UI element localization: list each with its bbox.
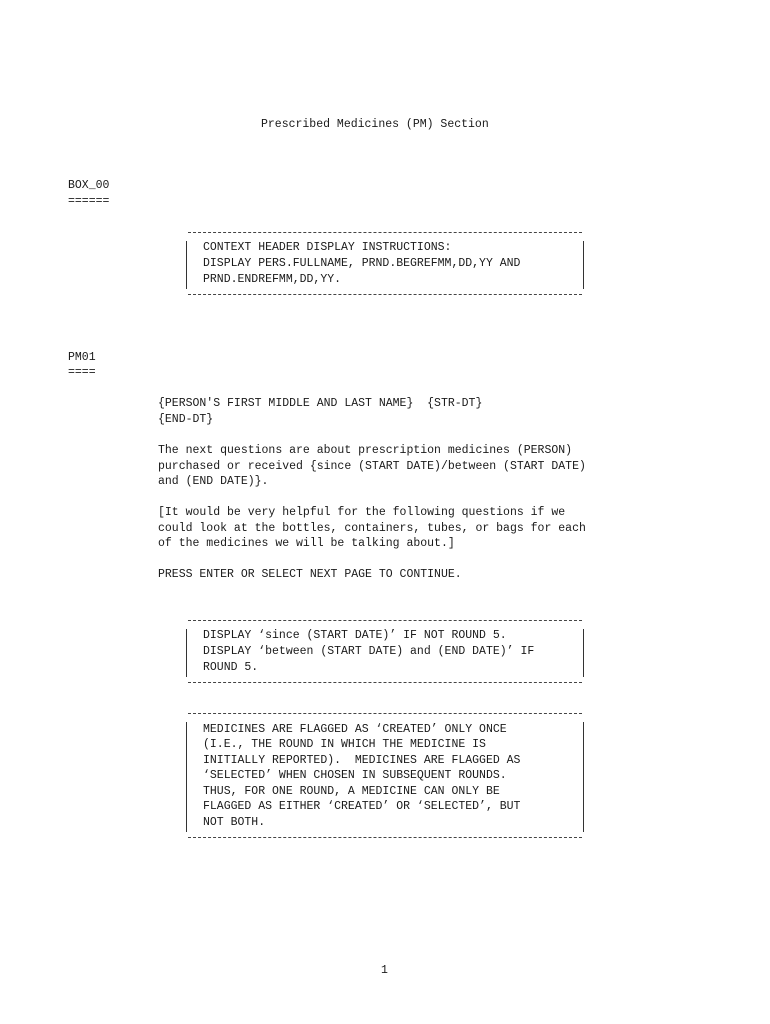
flag-note-line: NOT BOTH.	[203, 816, 266, 829]
pm01-label: PM01	[68, 351, 96, 364]
instruction-line: CONTEXT HEADER DISPLAY INSTRUCTIONS:	[203, 241, 452, 254]
instruction-line: DISPLAY PERS.FULLNAME, PRND.BEGREFMM,DD,YY AND	[203, 257, 521, 270]
flag-note-line: INITIALLY REPORTED). MEDICINES ARE FLAGGED AS	[203, 754, 521, 767]
box-left-border	[186, 629, 187, 677]
display-instructions-box	[182, 617, 586, 689]
box-right-border	[583, 722, 584, 832]
flag-note-line: (I.E., THE ROUND IN WHICH THE MEDICINE IS	[203, 738, 486, 751]
display-instruction-line: ROUND 5.	[203, 661, 259, 674]
question-text-line: and (END DATE)}.	[158, 475, 269, 488]
context-header-instructions-box	[182, 229, 586, 301]
press-enter-instruction: PRESS ENTER OR SELECT NEXT PAGE TO CONTINUE.	[158, 568, 462, 581]
interviewer-note-line: [It would be very helpful for the following questions if we	[158, 506, 566, 519]
instruction-line: PRND.ENDREFMM,DD,YY.	[203, 273, 342, 286]
display-instruction-line: DISPLAY ‘since (START DATE)’ IF NOT ROUND 5.	[203, 629, 507, 642]
question-text-line: The next questions are about prescription medicines (PERSON)	[158, 444, 573, 457]
box-bottom-border	[188, 682, 582, 683]
box-top-border	[188, 232, 582, 233]
box-right-border	[583, 241, 584, 289]
box00-label: BOX_00	[68, 179, 110, 192]
flag-note-line: MEDICINES ARE FLAGGED AS ‘CREATED’ ONLY ONCE	[203, 723, 507, 736]
interviewer-note-line: of the medicines we will be talking about.]	[158, 537, 455, 550]
pm01-underline: ====	[68, 366, 96, 379]
interviewer-note-line: could look at the bottles, containers, tubes, or bags for each	[158, 522, 586, 535]
box-right-border	[583, 629, 584, 677]
flag-note-line: THUS, FOR ONE ROUND, A MEDICINE CAN ONLY BE	[203, 785, 500, 798]
box-top-border	[188, 713, 582, 714]
box-left-border	[186, 241, 187, 289]
display-instruction-line: DISPLAY ‘between (START DATE) and (END DATE)’ IF	[203, 645, 535, 658]
respondent-header-line: {PERSON'S FIRST MIDDLE AND LAST NAME} {STR-DT}	[158, 397, 483, 410]
flag-note-line: FLAGGED AS EITHER ‘CREATED’ OR ‘SELECTED’, BUT	[203, 800, 521, 813]
box-bottom-border	[188, 837, 582, 838]
medicine-flagging-note-box	[182, 710, 586, 844]
page-number: 1	[381, 964, 388, 977]
box-top-border	[188, 620, 582, 621]
box-bottom-border	[188, 294, 582, 295]
question-text-line: purchased or received {since (START DATE)/between (START DATE)	[158, 460, 586, 473]
box00-underline: ======	[68, 195, 110, 208]
respondent-header-line: {END-DT}	[158, 413, 214, 426]
box-left-border	[186, 722, 187, 832]
document-title: Prescribed Medicines (PM) Section	[261, 118, 489, 131]
flag-note-line: ‘SELECTED’ WHEN CHOSEN IN SUBSEQUENT ROUNDS.	[203, 769, 507, 782]
